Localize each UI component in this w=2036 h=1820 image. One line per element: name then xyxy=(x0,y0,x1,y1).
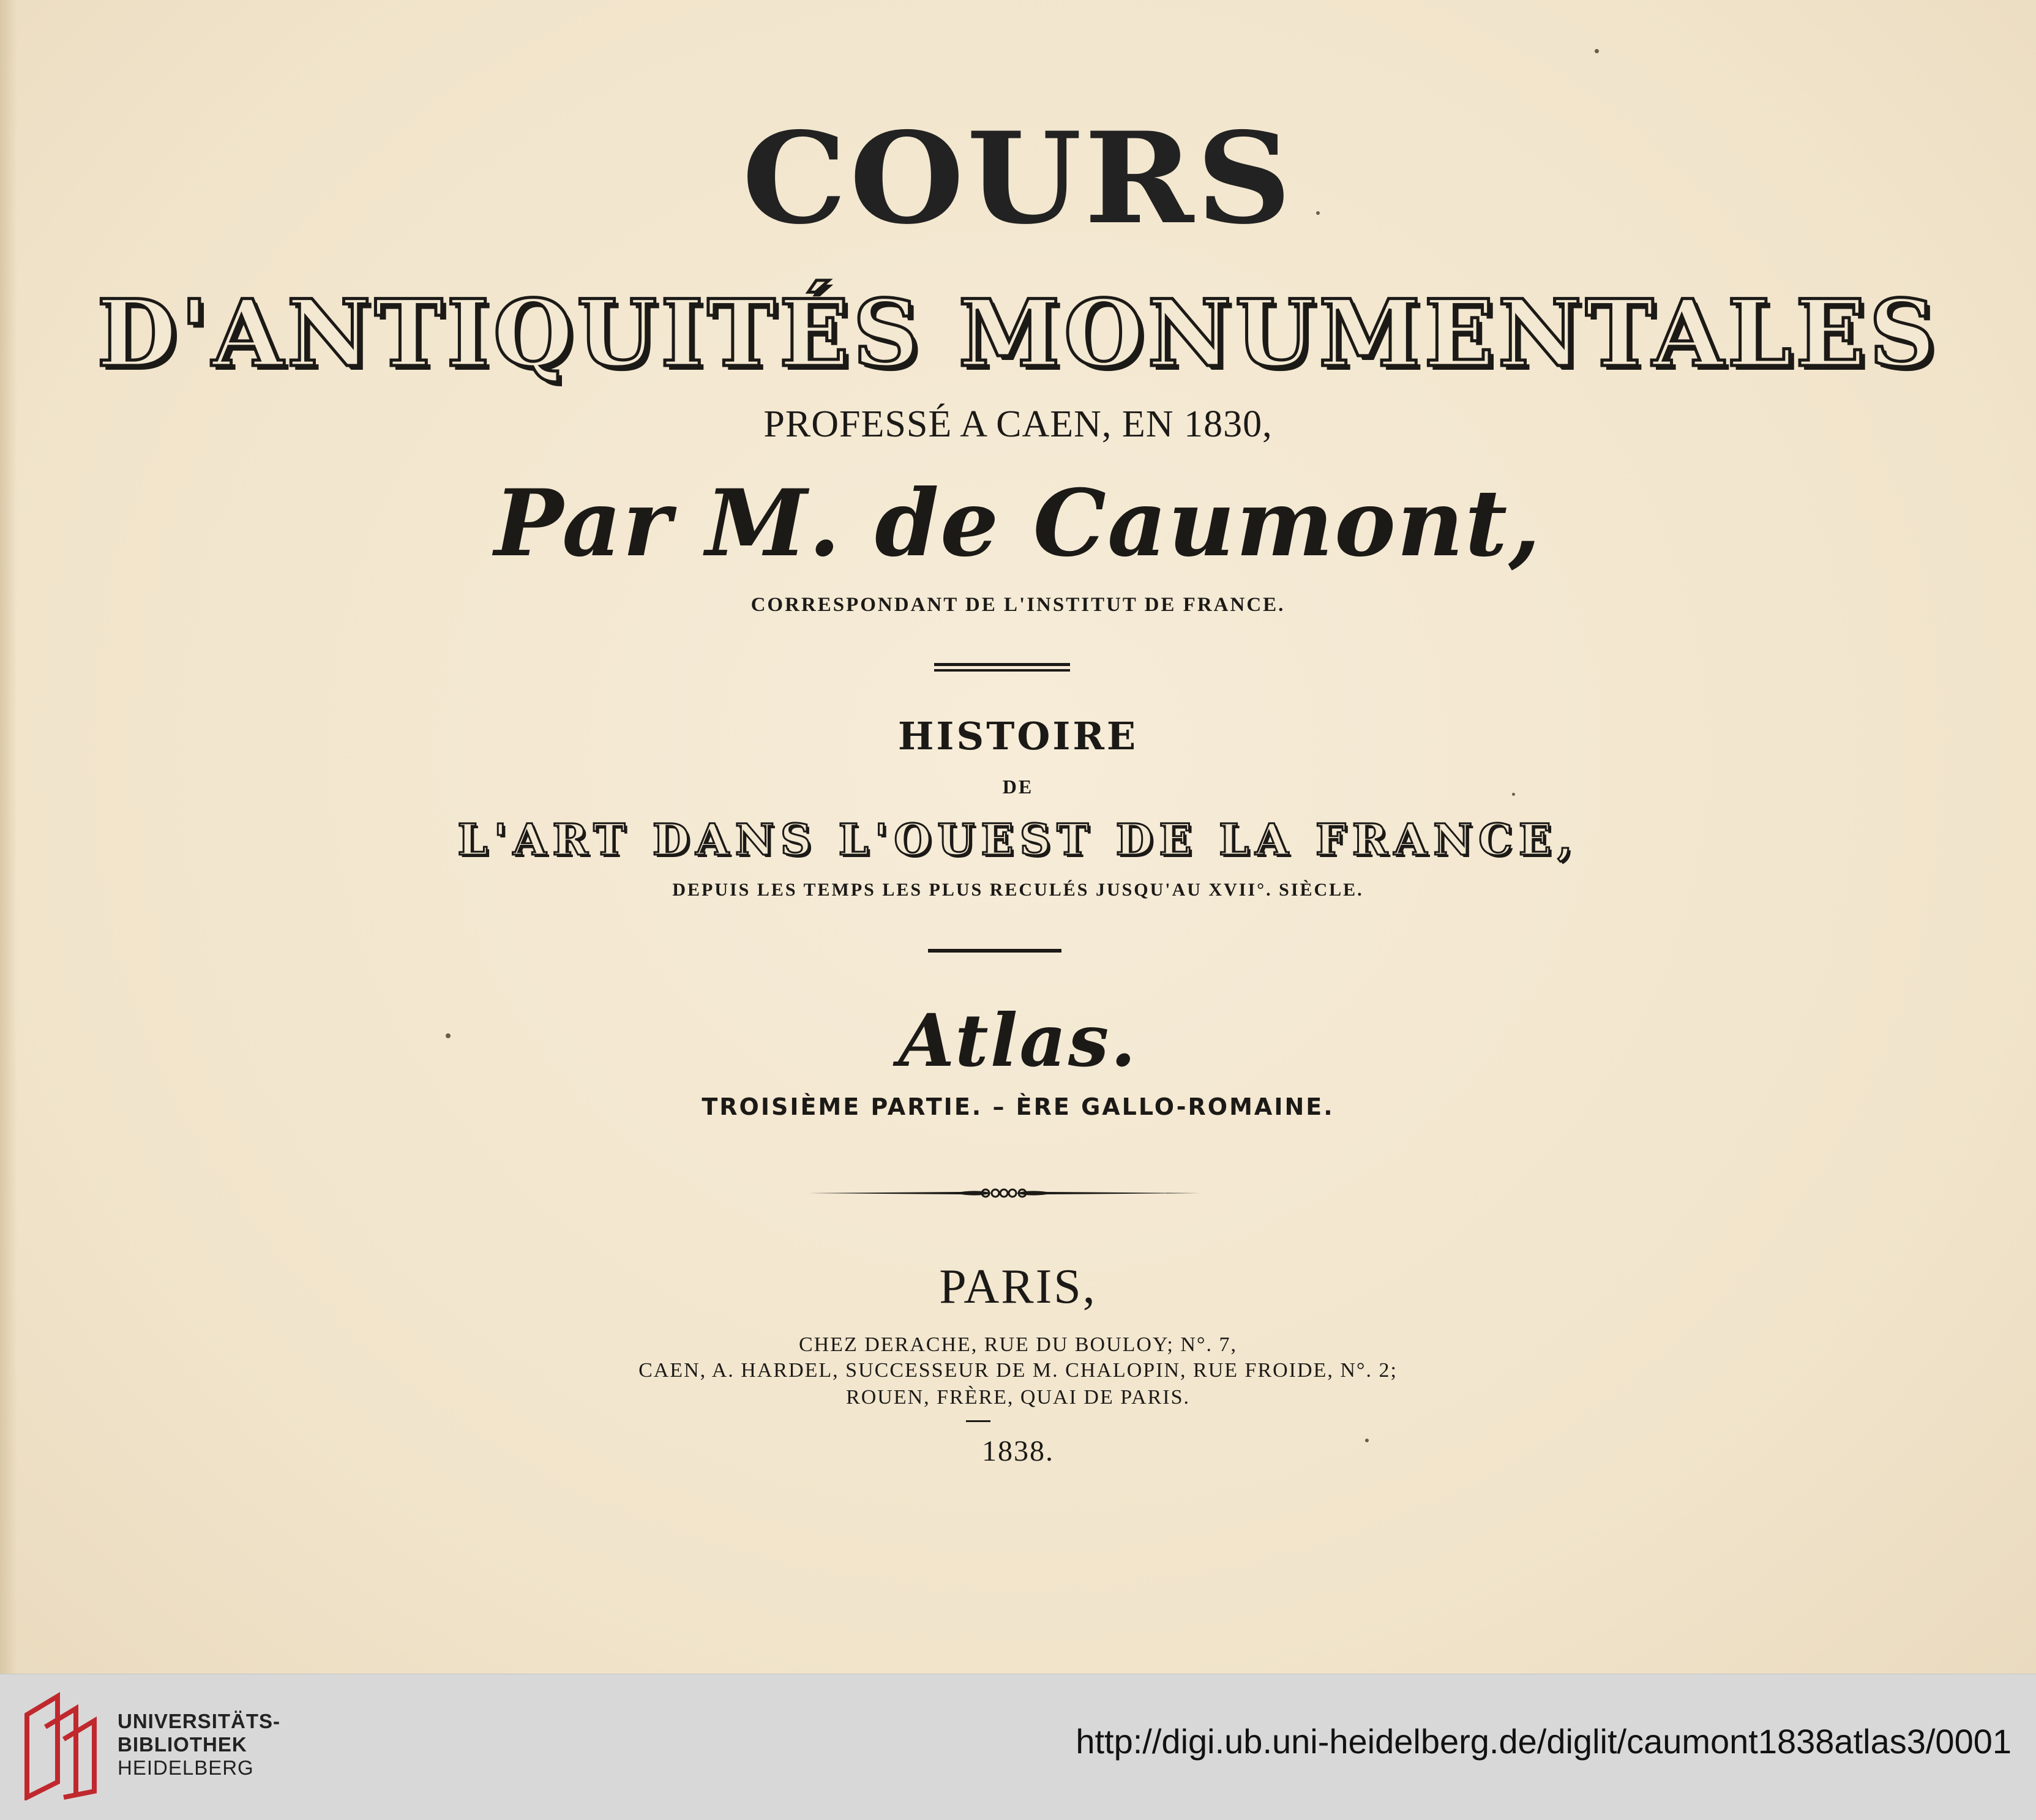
professe-line: PROFESSÉ A CAEN, EN 1830, xyxy=(763,403,1273,445)
logo-line-3: HEIDELBERG xyxy=(118,1756,254,1779)
de-line: DE xyxy=(1002,776,1034,798)
title-cours: COURS xyxy=(742,105,1294,252)
publication-year: 1838. xyxy=(982,1435,1054,1467)
author-title: CORRESPONDANT DE L'INSTITUT DE FRANCE. xyxy=(750,594,1286,616)
paper-speck xyxy=(1595,49,1599,53)
publisher-address-2: CAEN, A. HARDEL, SUCCESSEUR DE M. CHALOPIN, RUE FROIDE, N°. 2; xyxy=(638,1359,1398,1382)
library-logo-text xyxy=(118,1710,280,1780)
library-footer-bar xyxy=(0,1674,2036,1820)
logo-line-2: BIBLIOTHEK xyxy=(118,1733,247,1756)
publisher-address-1: CHEZ DERACHE, RUE DU BOULOY; N°. 7, xyxy=(798,1333,1238,1356)
partie-line: TROISIÈME PARTIE. – ÈRE GALLO-ROMAINE. xyxy=(702,1093,1334,1120)
paper-speck xyxy=(1316,211,1320,215)
histoire-heading: HISTOIRE xyxy=(897,714,1139,758)
paper-speck xyxy=(446,1033,451,1038)
publisher-address-3: ROUEN, FRÈRE, QUAI DE PARIS. xyxy=(846,1386,1190,1409)
depuis-line: DEPUIS LES TEMPS LES PLUS RECULÉS JUSQU'AU XVII°. SIÈCLE. xyxy=(672,880,1364,900)
tiny-rule xyxy=(966,1420,990,1422)
library-logo-icon xyxy=(21,1690,108,1800)
permalink-url[interactable]: http://digi.ub.uni-heidelberg.de/diglit/caumont1838atlas3/0001 xyxy=(1076,1722,2012,1761)
city-paris: PARIS, xyxy=(939,1260,1097,1314)
single-rule-divider xyxy=(928,949,1061,953)
title-antiquites: D'ANTIQUITÉS MONUMENTALES xyxy=(97,280,1939,388)
paper-speck xyxy=(1512,793,1515,796)
logo-line-1: UNIVERSITÄTS- xyxy=(118,1710,281,1732)
double-rule-divider xyxy=(934,663,1070,672)
paper-speck xyxy=(1365,1439,1369,1442)
ornamental-divider xyxy=(808,1178,1200,1208)
author-line: Par M. de Caumont, xyxy=(494,470,1542,577)
art-ouest-line: L'ART DANS L'OUEST DE LA FRANCE, xyxy=(457,814,1579,865)
atlas-heading: Atlas. xyxy=(898,998,1138,1083)
